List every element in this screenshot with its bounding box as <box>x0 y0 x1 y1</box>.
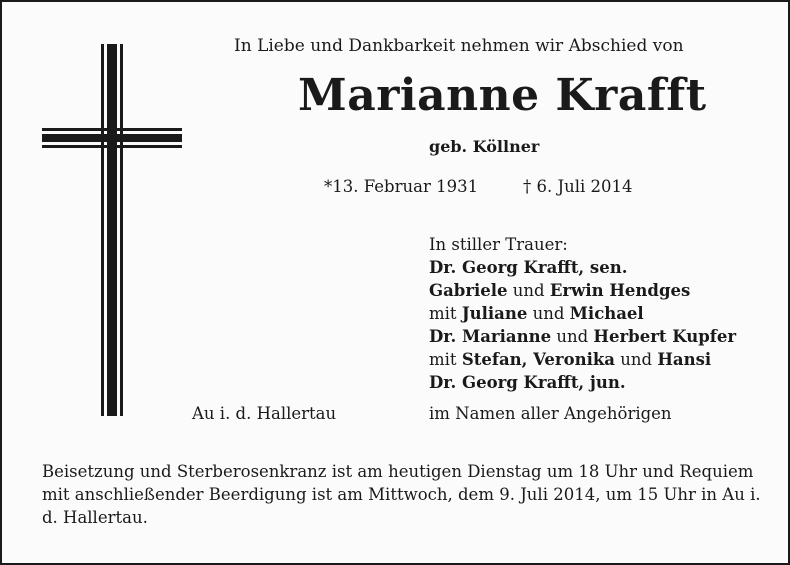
death-date: † 6. Juli 2014 <box>523 177 633 196</box>
mourner-connector: und <box>615 350 658 369</box>
mourner-connector: mit <box>429 350 462 369</box>
mourner-name: Stefan, Veronika <box>461 350 615 369</box>
mourner-name: Juliane <box>461 304 528 323</box>
mourner-name: Michael <box>569 304 644 323</box>
mourner-connector: und <box>527 304 570 323</box>
mourner-name: Dr. Georg Krafft, sen. <box>429 258 628 277</box>
mourner-name: Dr. Georg Krafft, jun. <box>429 373 626 392</box>
mourner-connector: und <box>551 327 594 346</box>
maiden-name: geb. Köllner <box>429 137 540 156</box>
mourner-line <box>429 302 736 325</box>
mourner-name: Herbert Kupfer <box>593 327 737 346</box>
mourner-connector: und <box>507 281 550 300</box>
birth-date: *13. Februar 1931 <box>324 177 479 196</box>
mourner-name: Erwin Hendges <box>549 281 691 300</box>
mourner-line <box>429 256 736 279</box>
mourner-line <box>429 325 736 348</box>
mourner-line <box>429 279 736 302</box>
mourner-line <box>429 371 736 394</box>
mourner-name: Dr. Marianne <box>429 327 552 346</box>
intro-text: In Liebe und Dankbarkeit nehmen wir Abschied von <box>234 36 684 56</box>
mourner-connector: mit <box>429 304 462 323</box>
mourner-name: Hansi <box>657 350 712 369</box>
deceased-name: Marianne Krafft <box>298 70 707 121</box>
funeral-details: Beisetzung und Sterberosenkranz ist am heutigen Dienstag um 18 Uhr und Requiem mit anschließender Beerdigung ist am Mittwoch, dem 9. Juli 2014, um 15 Uhr in Au i. d. Hallertau. <box>42 462 761 527</box>
mourners-heading: In stiller Trauer: <box>429 235 568 254</box>
mourners-list <box>429 256 736 394</box>
closing-line: im Namen aller Angehörigen <box>429 404 672 423</box>
mourner-line <box>429 348 736 371</box>
mourners-block <box>429 233 736 394</box>
latin-cross-icon <box>42 44 182 416</box>
place-name: Au i. d. Hallertau <box>192 404 337 423</box>
mourner-name: Gabriele <box>429 281 508 300</box>
